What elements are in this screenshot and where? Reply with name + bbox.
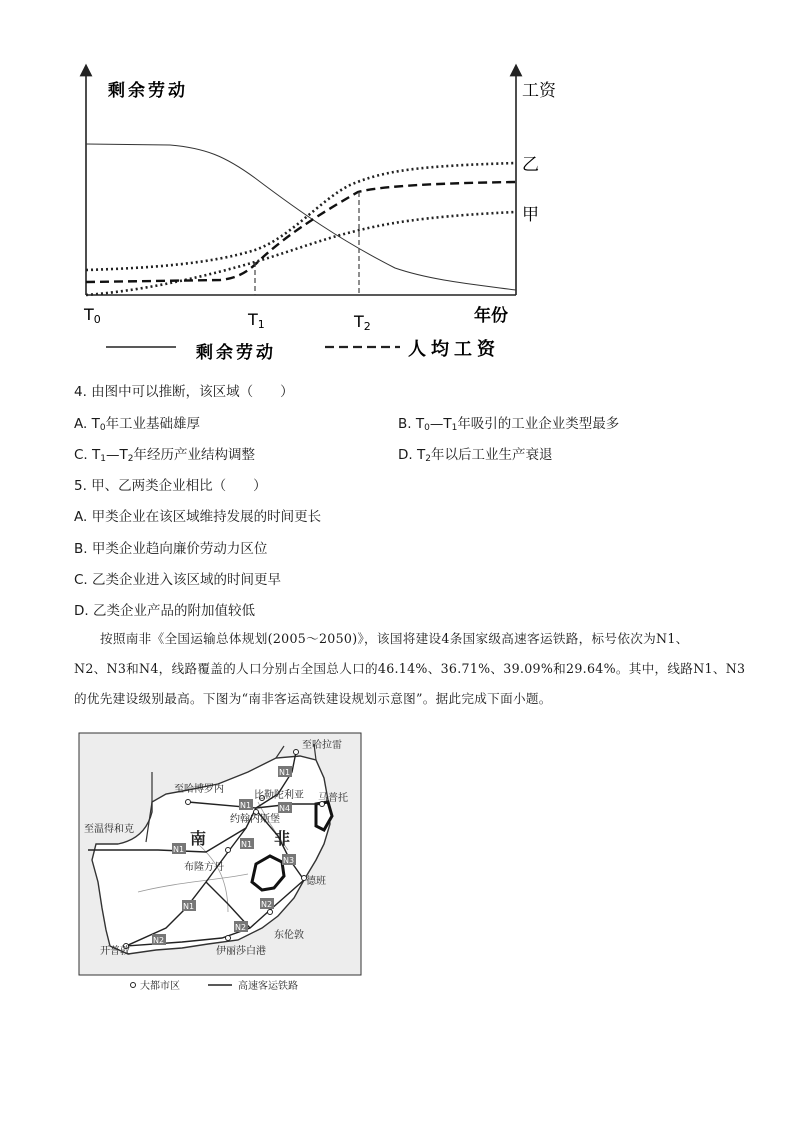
place-pretoria: 比勒陀利亚 bbox=[254, 790, 304, 801]
route-label-n2-b: N2 bbox=[235, 923, 247, 932]
q4-option-d[interactable]: D. $T_2$年以后工业生产衰退 bbox=[398, 447, 553, 464]
country-name-2: 非 bbox=[274, 829, 291, 848]
q4-option-b[interactable]: B. $T_0—T_1$年吸引的工业企业类型最多 bbox=[398, 416, 620, 433]
map-legend bbox=[131, 979, 299, 992]
place-bloemfontein: 布隆方丹 bbox=[184, 862, 224, 873]
x-axis-label: 年份 bbox=[474, 306, 508, 326]
route-label-n1-c: N1 bbox=[241, 840, 253, 849]
legend-rail-label: 高速客运铁路 bbox=[238, 981, 298, 992]
south-africa-rail-map bbox=[78, 732, 362, 994]
place-gaborone: 至哈博罗内 bbox=[174, 784, 224, 795]
city-port-elizabeth bbox=[226, 936, 231, 941]
city-gaborone bbox=[186, 800, 191, 805]
route-label-n1-e: N1 bbox=[183, 902, 195, 911]
place-johannesburg: 约翰内斯堡 bbox=[230, 814, 280, 825]
route-label-n1-d: N1 bbox=[173, 845, 185, 854]
wage-curve bbox=[86, 182, 516, 282]
route-label-n1-b: N1 bbox=[240, 801, 252, 810]
passage-line-2: N2、N3和N4，线路覆盖的人口分别占全国总人口的46.14%、36.71%、39.09%和29.64%。其中，线路N1、N3 bbox=[74, 661, 746, 676]
route-label-n4: N4 bbox=[279, 804, 291, 813]
route-label-n1-a: N1 bbox=[279, 768, 291, 777]
q4-option-a[interactable]: A. $T_0$年工业基础雄厚 bbox=[74, 416, 201, 433]
q4-option-c[interactable]: C. $T_1—T_2$年经历产业结构调整 bbox=[74, 447, 255, 464]
country-name-1: 南 bbox=[190, 829, 207, 848]
place-port-elizabeth: 伊丽莎白港 bbox=[216, 946, 266, 957]
route-label-n3: N3 bbox=[283, 856, 295, 865]
label-jia: 甲 bbox=[522, 205, 539, 225]
map-svg bbox=[78, 732, 362, 994]
labor-wage-chart bbox=[0, 0, 794, 370]
place-durban: 德班 bbox=[306, 876, 326, 887]
passage-line-3: 的优先建设级别最高。下图为“南非客运高铁建设规划示意图”。据此完成下面小题。 bbox=[74, 691, 552, 706]
q5-stem: 5. 甲、乙两类企业相比（ ） bbox=[74, 478, 267, 494]
label-yi: 乙 bbox=[522, 155, 539, 175]
tick-t0: T0 bbox=[84, 305, 101, 326]
q5-option-a[interactable]: A. 甲类企业在该区域维持发展的时间更长 bbox=[74, 509, 322, 525]
route-label-n2-c: N2 bbox=[153, 936, 165, 945]
place-cape-town: 开普敦 bbox=[100, 946, 130, 957]
place-maputo: 马普托 bbox=[318, 793, 348, 804]
curve-jia bbox=[86, 212, 516, 295]
legend-solid-label: 剩余劳动 bbox=[196, 343, 276, 363]
q5-option-c[interactable]: C. 乙类企业进入该区域的时间更早 bbox=[74, 572, 282, 588]
route-label-n2-a: N2 bbox=[261, 900, 273, 909]
tick-t1: T1 bbox=[248, 310, 265, 331]
place-harare: 至哈拉雷 bbox=[302, 740, 342, 751]
city-harare bbox=[294, 750, 299, 755]
chart-svg bbox=[0, 0, 794, 370]
y-axis-left-label: 剩余劳动 bbox=[108, 81, 188, 101]
legend-dashed-label: 人均工资 bbox=[408, 339, 500, 360]
q4-stem: 4. 由图中可以推断，该区域（ ） bbox=[74, 384, 294, 400]
legend-city-icon bbox=[131, 983, 136, 988]
place-windhoek: 至温得和克 bbox=[84, 824, 134, 835]
city-bloemfontein bbox=[226, 848, 231, 853]
q5-option-b[interactable]: B. 甲类企业趋向廉价劳动力区位 bbox=[74, 541, 268, 557]
legend-city-label: 大都市区 bbox=[140, 981, 180, 992]
city-east-london bbox=[268, 910, 273, 915]
q5-option-d[interactable]: D. 乙类企业产品的附加值较低 bbox=[74, 603, 255, 619]
place-east-london: 东伦敦 bbox=[274, 930, 304, 941]
y-axis-right-label: 工资 bbox=[522, 81, 556, 101]
passage bbox=[74, 624, 746, 714]
passage-line-1: 按照南非《全国运输总体规划(2005～2050)》，该国将建设4条国家级高速客运铁路，标号依次为N1、 bbox=[100, 631, 689, 646]
curve-yi bbox=[86, 163, 516, 270]
tick-t2: T2 bbox=[354, 312, 371, 333]
